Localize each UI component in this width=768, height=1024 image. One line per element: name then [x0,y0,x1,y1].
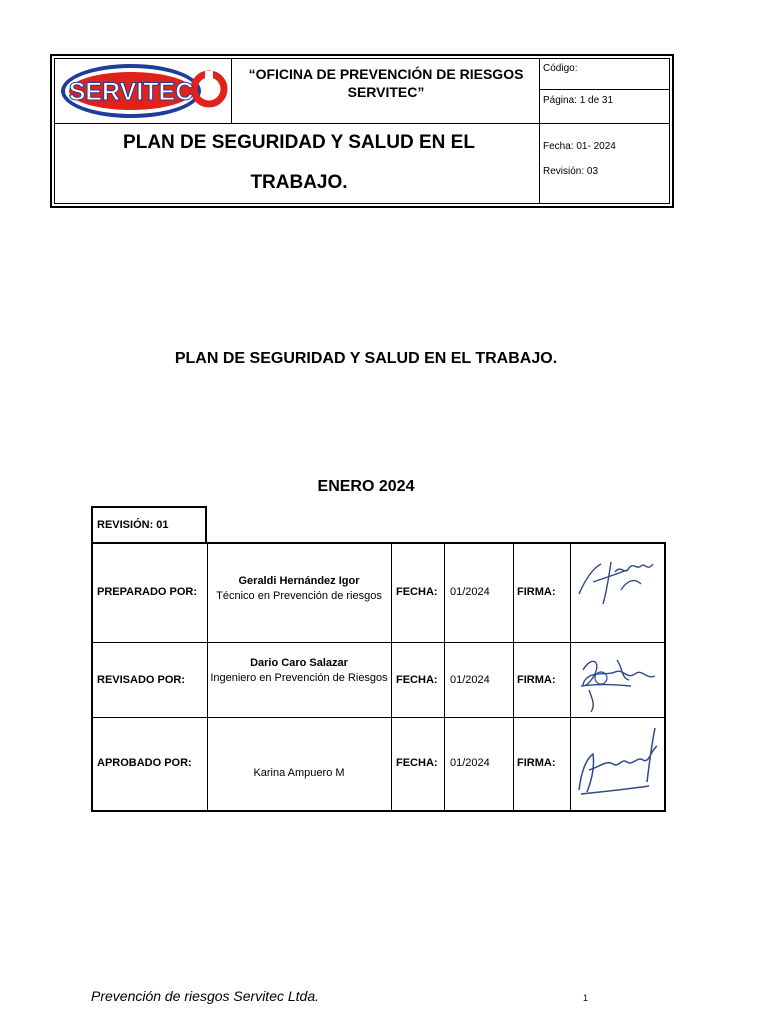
plan-title-line2: TRABAJO. [250,172,348,193]
codigo-field: Código: [543,63,578,74]
person-name: Geraldi Hernández Igor [238,575,360,587]
table-row-person [208,574,390,604]
person-name: Dario Caro Salazar [250,657,348,669]
approval-table [91,542,666,812]
document-header [50,54,674,208]
signature-image [571,550,663,608]
table-divider [93,642,664,643]
document-date: ENERO 2024 [317,478,415,495]
signature-image [571,720,665,808]
page-number: 1 [583,993,589,1003]
pagina-field: Página: 1 de 31 [543,95,614,106]
fecha-field: Fecha: 01- 2024 [543,141,616,152]
header-divider [539,59,540,203]
table-divider [93,717,664,718]
header-inner-frame [54,58,670,204]
servitec-logo [59,61,231,123]
row-date: 01/2024 [450,586,490,598]
table-divider [391,544,392,810]
servitec-logo-graphic [59,61,229,121]
person-position: Técnico en Prevención de riesgos [216,590,382,602]
plan-title [59,123,539,203]
row-date: 01/2024 [450,674,490,686]
row-date: 01/2024 [450,757,490,769]
table-row-role: PREPARADO POR: [97,586,198,598]
plan-title-line1: PLAN DE SEGURIDAD Y SALUD EN EL [123,132,475,153]
person-position: Ingeniero en Prevención de Riesgos [210,672,388,684]
table-row-person [208,766,390,781]
person-position: Karina Ampuero M [253,767,345,779]
fecha-label: FECHA: [396,757,438,769]
signature-image [571,650,663,714]
firma-label: FIRMA: [517,586,556,598]
header-divider [231,59,232,123]
fecha-label: FECHA: [396,586,438,598]
table-row-role: APROBADO POR: [97,757,192,769]
office-title: “OFICINA DE PREVENCIÓN DE RIESGOS SERVITEC” [248,66,524,100]
footer-company: Prevención de riesgos Servitec Ltda. [91,988,320,1004]
header-divider [539,89,669,90]
fecha-label: FECHA: [396,674,438,686]
table-divider [444,544,445,810]
table-row-role: REVISADO POR: [97,674,186,686]
revision-label: REVISIÓN: 01 [91,506,207,544]
revision-field: Revisión: 03 [543,166,599,177]
firma-label: FIRMA: [517,757,556,769]
document-title: PLAN DE SEGURIDAD Y SALUD EN EL TRABAJO. [174,350,558,367]
svg-text:SERVITEC: SERVITEC [68,78,194,106]
table-divider [513,544,514,810]
firma-label: FIRMA: [517,674,556,686]
table-row-person [208,656,390,686]
